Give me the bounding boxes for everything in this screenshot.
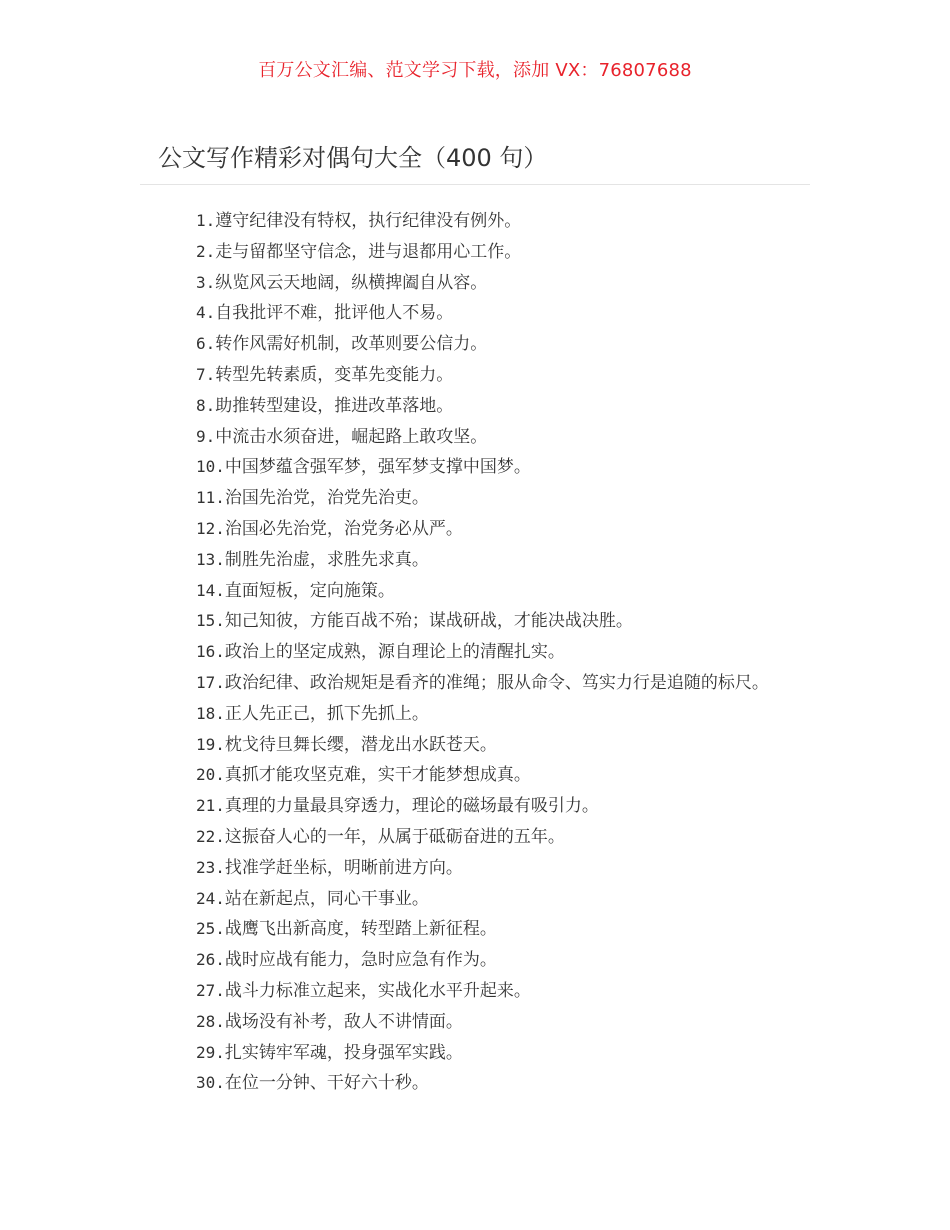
item-text: 中流击水须奋进，崛起路上敢攻坚。 xyxy=(215,426,488,447)
item-number: 20. xyxy=(196,765,225,785)
item-number: 21. xyxy=(196,796,225,816)
list-item xyxy=(158,360,790,391)
item-number: 19. xyxy=(196,734,225,754)
list-item xyxy=(158,976,790,1007)
item-text: 直面短板，定向施策。 xyxy=(224,580,395,601)
item-number: 29. xyxy=(196,1042,225,1062)
item-text: 这振奋人心的一年，从属于砥砺奋进的五年。 xyxy=(224,826,565,847)
item-text: 在位一分钟、干好六十秒。 xyxy=(224,1073,429,1094)
list-item xyxy=(158,1038,790,1069)
item-number: 25. xyxy=(196,919,225,939)
list-item xyxy=(158,545,790,576)
item-text: 找准学赶坐标，明晰前进方向。 xyxy=(224,857,463,878)
list-item xyxy=(158,668,790,699)
item-number: 12. xyxy=(196,518,225,538)
item-text: 中国梦蕴含强军梦，强军梦支撑中国梦。 xyxy=(224,457,531,478)
document-body xyxy=(158,206,790,1099)
item-text: 战斗力标准立起来，实战化水平升起来。 xyxy=(224,980,531,1001)
item-number: 3. xyxy=(196,272,216,292)
list-item xyxy=(158,914,790,945)
list-item xyxy=(158,1068,790,1099)
item-text: 战场没有补考，敌人不讲情面。 xyxy=(224,1011,463,1032)
item-number: 14. xyxy=(196,580,225,600)
item-text: 转型先转素质，变革先变能力。 xyxy=(215,364,454,385)
list-item xyxy=(158,452,790,483)
list-item xyxy=(158,237,790,268)
item-number: 4. xyxy=(196,303,216,323)
item-number: 23. xyxy=(196,857,225,877)
item-number: 28. xyxy=(196,1011,225,1031)
list-item xyxy=(158,329,790,360)
item-number: 30. xyxy=(196,1073,225,1093)
item-number: 17. xyxy=(196,672,225,692)
item-text: 纵览风云天地阔，纵横捭阖自从容。 xyxy=(215,272,488,293)
item-number: 26. xyxy=(196,950,225,970)
item-number: 15. xyxy=(196,611,225,631)
item-number: 13. xyxy=(196,549,225,569)
list-item xyxy=(158,514,790,545)
list-item xyxy=(158,699,790,730)
list-item xyxy=(158,298,790,329)
list-item xyxy=(158,576,790,607)
item-number: 27. xyxy=(196,980,225,1000)
list-item xyxy=(158,791,790,822)
item-text: 治国必先治党，治党务必从严。 xyxy=(224,518,463,539)
item-text: 站在新起点，同心干事业。 xyxy=(224,888,429,909)
item-text: 扎实铸牢军魂，投身强军实践。 xyxy=(224,1042,463,1063)
item-text: 政治上的坚定成熟，源自理论上的清醒扎实。 xyxy=(224,642,565,663)
item-number: 1. xyxy=(196,211,216,230)
list-item xyxy=(158,483,790,514)
item-text: 枕戈待旦舞长缨，潜龙出水跃苍天。 xyxy=(224,734,497,755)
item-number: 9. xyxy=(196,426,216,446)
item-number: 6. xyxy=(196,334,216,354)
list-item xyxy=(158,606,790,637)
item-text: 制胜先治虚，求胜先求真。 xyxy=(224,549,429,570)
list-item xyxy=(158,422,790,453)
item-text: 走与留都坚守信念，进与退都用心工作。 xyxy=(215,241,522,262)
item-number: 18. xyxy=(196,703,225,723)
item-text: 战时应战有能力，急时应急有作为。 xyxy=(224,950,497,971)
item-text: 战鹰飞出新高度，转型踏上新征程。 xyxy=(224,919,497,940)
item-text: 自我批评不难，批评他人不易。 xyxy=(215,303,454,324)
item-number: 11. xyxy=(196,488,225,508)
list-item xyxy=(158,391,790,422)
list-item xyxy=(158,945,790,976)
item-text: 遵守纪律没有特权，执行纪律没有例外。 xyxy=(215,211,522,231)
list-item xyxy=(158,637,790,668)
item-text: 真理的力量最具穿透力，理论的磁场最有吸引力。 xyxy=(224,796,599,817)
list-item xyxy=(158,730,790,761)
item-number: 8. xyxy=(196,395,216,415)
item-text: 真抓才能攻坚克难，实干才能梦想成真。 xyxy=(224,765,531,786)
list-item xyxy=(158,822,790,853)
item-number: 24. xyxy=(196,888,225,908)
item-text: 治国先治党，治党先治吏。 xyxy=(224,488,429,509)
item-number: 7. xyxy=(196,364,216,384)
item-text: 知己知彼，方能百战不殆；谋战研战，才能决战决胜。 xyxy=(224,611,633,632)
title-divider xyxy=(140,184,810,185)
item-text: 政治纪律、政治规矩是看齐的准绳；服从命令、笃实力行是追随的标尺。 xyxy=(224,672,769,693)
item-number: 22. xyxy=(196,826,225,846)
item-text: 正人先正己，抓下先抓上。 xyxy=(224,703,429,724)
item-text: 转作风需好机制，改革则要公信力。 xyxy=(215,334,488,355)
document-title: 公文写作精彩对偶句大全（400 句） xyxy=(158,144,548,172)
item-text: 助推转型建设，推进改革落地。 xyxy=(215,395,454,416)
list-item xyxy=(158,1007,790,1038)
promo-banner: 百万公文汇编、范文学习下载，添加 VX：76807688 xyxy=(258,60,692,81)
list-item xyxy=(158,268,790,299)
item-number: 10. xyxy=(196,457,225,477)
list-item xyxy=(158,206,790,237)
list-item xyxy=(158,884,790,915)
list-item xyxy=(158,760,790,791)
item-number: 16. xyxy=(196,642,225,662)
list-item xyxy=(158,853,790,884)
item-number: 2. xyxy=(196,241,216,261)
